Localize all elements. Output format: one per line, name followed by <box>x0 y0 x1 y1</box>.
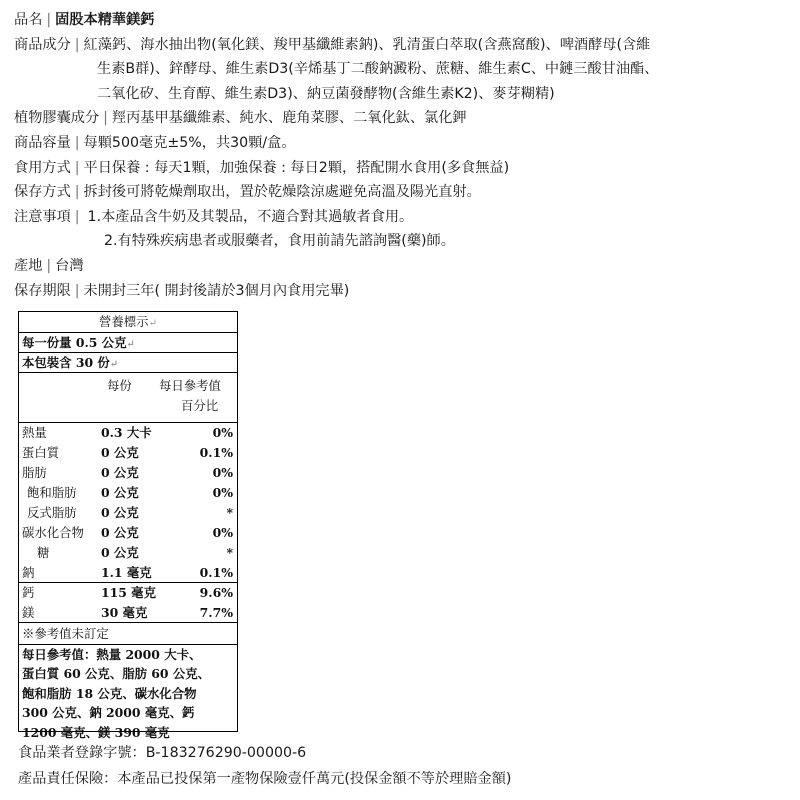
separator: | <box>46 12 52 28</box>
capacity-row <box>14 131 794 156</box>
ingredients-value <box>84 33 794 58</box>
nutrient-daily-pct: 0.1% <box>199 565 233 580</box>
ingredients-line: 紅藻鈣、海水抽出物(氧化鎂、羧甲基纖維素鈉)、乳清蛋白萃取(含燕窩酸)、啤酒酵母(含維 <box>83 36 651 53</box>
daily-value-header-2: 百分比 <box>181 398 219 413</box>
footnote-title: ※參考值未訂定 <box>22 626 109 641</box>
notes-line: 1.本產品含牛奶及其製品，不適合對其過敏者食用。 <box>87 208 414 225</box>
nutrient-name: 蛋白質 <box>22 445 60 460</box>
nutrient-row <box>19 603 237 623</box>
separator: | <box>103 110 108 127</box>
nutrition-table <box>18 311 238 740</box>
shelf-life-value: 未開封三年( 開封後請於3個月內食用完畢) <box>83 282 350 299</box>
nutrient-name: 熱量 <box>22 425 47 440</box>
capsule-row <box>14 106 794 131</box>
capacity-label: 商品容量 <box>14 134 71 151</box>
nutrient-daily-pct: 9.6% <box>199 585 233 600</box>
product-name: 固股本精華鎂鈣 <box>55 12 155 28</box>
nutrient-amount: 115 毫克 <box>101 585 156 600</box>
separator: | <box>74 159 80 176</box>
per-serving-header: 每份 <box>107 378 132 393</box>
paragraph-mark-icon: ↵ <box>148 318 157 329</box>
footnote-line: 1200 毫克、鎂 390 毫克 <box>22 724 170 740</box>
nutrient-amount: 0.3 大卡 <box>101 425 152 440</box>
capsule-label: 植物膠囊成分 <box>14 110 100 127</box>
serving-size: 每一份量 0.5 公克↵ <box>19 332 237 352</box>
origin-value: 台灣 <box>55 257 84 274</box>
capsule-value: 羥丙基甲基纖維素、純水、鹿角菜膠、二氧化鈦、氯化鉀 <box>111 110 467 127</box>
ingredients-line: 生素B群)、鋅酵母、維生素D3(辛烯基丁二酸鈉澱粉、蔗糖、維生素C、中鏈三酸甘油酯、 <box>97 61 659 78</box>
nutrition-footnote <box>19 622 237 743</box>
nutrient-row <box>19 503 237 523</box>
shelf-life-label: 保存期限 <box>14 282 71 299</box>
insurance-statement: 產品責任保險：本產品已投保第一產物保險壹仟萬元(投保金額不等於理賠金額) <box>18 771 512 787</box>
ingredients-line: 二氧化矽、生育醇、維生素D3)、納豆菌發酵物(含維生素K2)、麥芽糊精) <box>97 85 555 102</box>
notes-label: 注意事項 <box>14 208 71 225</box>
ingredients-row <box>14 33 794 58</box>
nutrient-group-minerals <box>19 582 237 622</box>
nutrient-daily-pct: 0.1% <box>199 445 233 460</box>
notes-row <box>14 205 794 230</box>
nutrient-name: 反式脂肪 <box>27 505 77 520</box>
footnote-line: 每日參考值：熱量 2000 大卡、 <box>22 646 202 662</box>
nutrient-amount: 0 公克 <box>101 465 139 480</box>
nutrient-name: 鎂 <box>22 605 35 620</box>
usage-label: 食用方式 <box>14 159 71 176</box>
servings-per-package: 本包裝含 30 份↵ <box>19 352 237 372</box>
ingredients-continuation <box>14 57 794 106</box>
nutrient-row <box>19 443 237 463</box>
nutrient-name: 碳水化合物 <box>22 525 84 540</box>
nutrient-amount: 0 公克 <box>101 545 139 560</box>
nutrient-amount: 0 公克 <box>101 485 139 500</box>
usage-row <box>14 156 794 181</box>
notes-line: 2.有特殊疾病患者或服藥者，食用前請先諮詢醫(藥)師。 <box>104 233 455 250</box>
storage-row <box>14 180 794 205</box>
nutrient-row <box>19 483 237 503</box>
nutrient-name: 糖 <box>37 545 50 560</box>
paragraph-mark-icon: ↵ <box>109 359 119 370</box>
nutrient-amount: 30 毫克 <box>101 605 148 620</box>
capacity-value: 每顆500毫克±5%，共30顆/盒。 <box>83 134 296 151</box>
nutrient-name: 鈣 <box>22 585 35 600</box>
nutrient-row <box>19 563 237 583</box>
nutrient-daily-pct: * <box>226 505 233 520</box>
nutrient-daily-pct: 0% <box>212 485 233 500</box>
storage-label: 保存方式 <box>14 184 71 201</box>
nutrient-row <box>19 463 237 483</box>
product-info <box>14 8 794 303</box>
ingredients-label: 商品成分 <box>14 36 71 53</box>
usage-value: 平日保養 : 每天1顆，加強保養 : 每日2顆，搭配開水食用(多食無益) <box>83 159 510 176</box>
product-name-row <box>14 8 794 33</box>
origin-row <box>14 254 794 279</box>
nutrient-daily-pct: 0% <box>212 525 233 540</box>
nutrient-row <box>19 543 237 563</box>
daily-value-header: 每日參考值 <box>159 378 221 393</box>
footnote-line: 蛋白質 60 公克、脂肪 60 公克、 <box>22 666 211 682</box>
footnote-lines <box>19 644 237 743</box>
paragraph-mark-icon: ↵ <box>126 339 135 350</box>
nutrient-amount: 0 公克 <box>101 505 139 520</box>
separator: | <box>74 36 80 53</box>
separator: | <box>74 208 80 225</box>
nutrient-daily-pct: 7.7% <box>199 605 233 620</box>
nutrient-row <box>19 423 237 443</box>
separator: | <box>74 184 80 201</box>
nutrient-name: 鈉 <box>22 565 35 580</box>
footnote-line: 300 公克、鈉 2000 毫克、鈣 <box>22 705 195 721</box>
footnote-line: 飽和脂肪 18 公克、碳水化合物 <box>22 685 197 701</box>
separator: | <box>74 282 80 299</box>
nutrition-title: 營養標示↵ <box>99 314 157 329</box>
nutrient-group-main <box>19 422 237 582</box>
separator: | <box>74 134 80 151</box>
nutrient-name: 脂肪 <box>22 465 47 480</box>
nutrient-daily-pct: * <box>226 545 233 560</box>
registration-number: 食品業者登錄字號：B-183276290-00000-6 <box>18 745 307 761</box>
nutrient-name: 飽和脂肪 <box>27 485 77 500</box>
shelf-life-row <box>14 279 794 304</box>
separator: | <box>46 257 52 274</box>
nutrient-row <box>19 583 237 603</box>
column-header <box>19 372 237 422</box>
nutrient-daily-pct: 0% <box>212 425 233 440</box>
nutrient-amount: 0 公克 <box>101 525 139 540</box>
nutrient-amount: 0 公克 <box>101 445 139 460</box>
nutrient-daily-pct: 0% <box>212 465 233 480</box>
storage-value: 拆封後可將乾燥劑取出，置於乾燥陰涼處避免高溫及陽光直射。 <box>83 184 481 201</box>
notes-continuation <box>14 229 794 254</box>
nutrient-amount: 1.1 毫克 <box>101 565 152 580</box>
product-name-label: 品名 <box>14 12 43 28</box>
origin-label: 產地 <box>14 257 43 274</box>
bottom-info <box>18 740 511 792</box>
nutrient-row <box>19 523 237 543</box>
